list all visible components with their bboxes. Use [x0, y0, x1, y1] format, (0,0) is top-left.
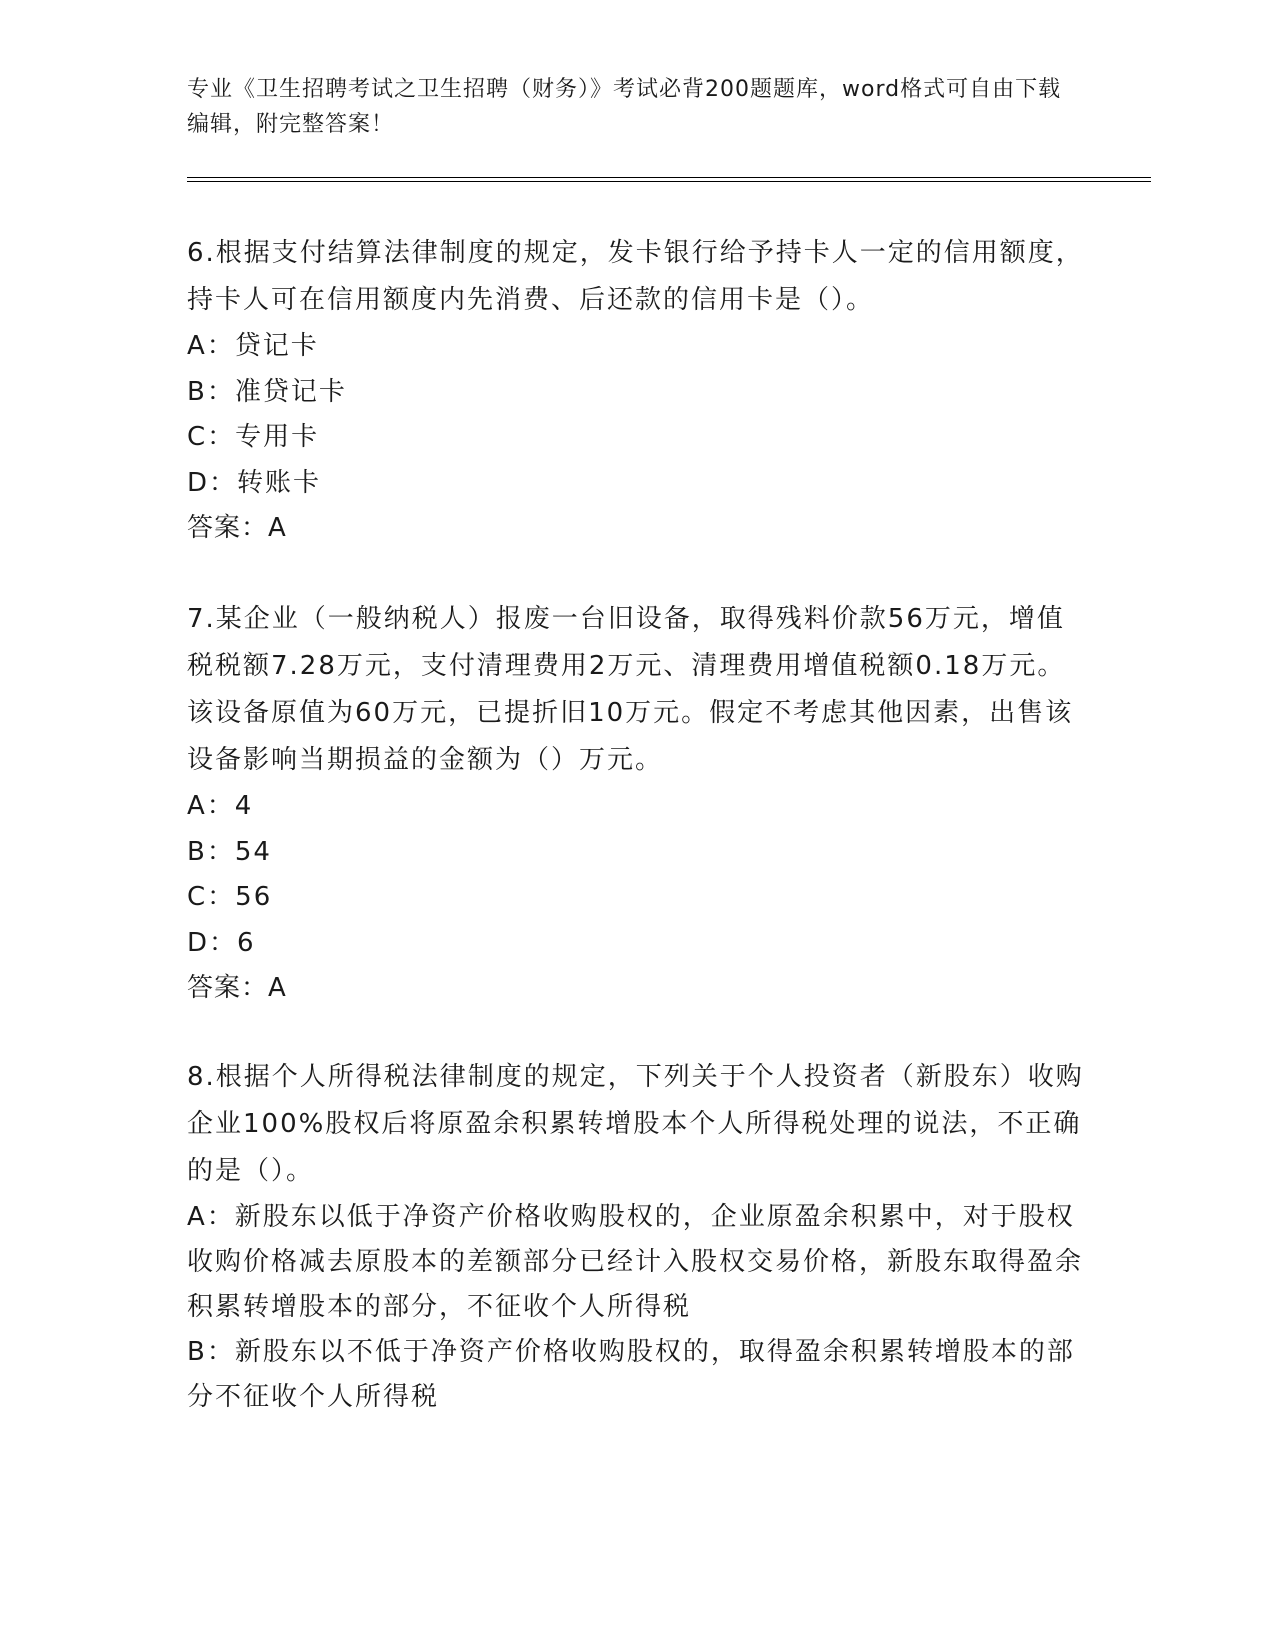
header-rule-bottom [187, 181, 1151, 182]
answer-label: 答案：A [187, 513, 287, 543]
question-6 [187, 230, 1087, 551]
option-b: B：54 [187, 836, 272, 867]
answer-label: 答案：A [187, 973, 287, 1003]
option-d: D：6 [187, 927, 256, 958]
option-a: A：4 [187, 791, 254, 821]
question-text: 8.根据个人所得税法律制度的规定，下列关于个人投资者（新股东）收购企业100%股权后将原盈余积累转增股本个人所得税处理的说法，不正确的是（）。 [187, 1062, 1084, 1186]
question-text: 6.根据支付结算法律制度的规定，发卡银行给予持卡人一定的信用额度，持卡人可在信用额度内先消费、后还款的信用卡是（）。 [187, 238, 1084, 315]
document-header: 专业《卫生招聘考试之卫生招聘（财务）》考试必背200题题库，word格式可自由下载编辑，附完整答案！ [187, 77, 1062, 137]
question-8 [187, 1054, 1087, 1420]
option-b: B：准贷记卡 [187, 376, 347, 407]
option-a: A：贷记卡 [187, 331, 319, 361]
option-b: B：新股东以不低于净资产价格收购股权的，取得盈余积累转增股本的部分不征收个人所得税 [187, 1337, 1075, 1412]
question-7 [187, 596, 1087, 1011]
option-c: C：56 [187, 882, 273, 912]
header-rule-top [187, 177, 1151, 178]
option-c: C：专用卡 [187, 422, 320, 452]
option-a: A：新股东以低于净资产价格收购股权的，企业原盈余积累中，对于股权收购价格减去原股本的差额部分已经计入股权交易价格，新股东取得盈余积累转增股本的部分，不征收个人所得税 [187, 1202, 1084, 1322]
question-text: 7.某企业（一般纳税人）报废一台旧设备，取得残料价款56万元，增值税税额7.28万元，支付清理费用2万元、清理费用增值税额0.18万元。该设备原值为60万元，已提折旧10万元。假定不考虑其他因素，出售该设备影响当期损益的金额为（）万元。 [187, 604, 1074, 775]
option-d: D：转账卡 [187, 467, 322, 498]
